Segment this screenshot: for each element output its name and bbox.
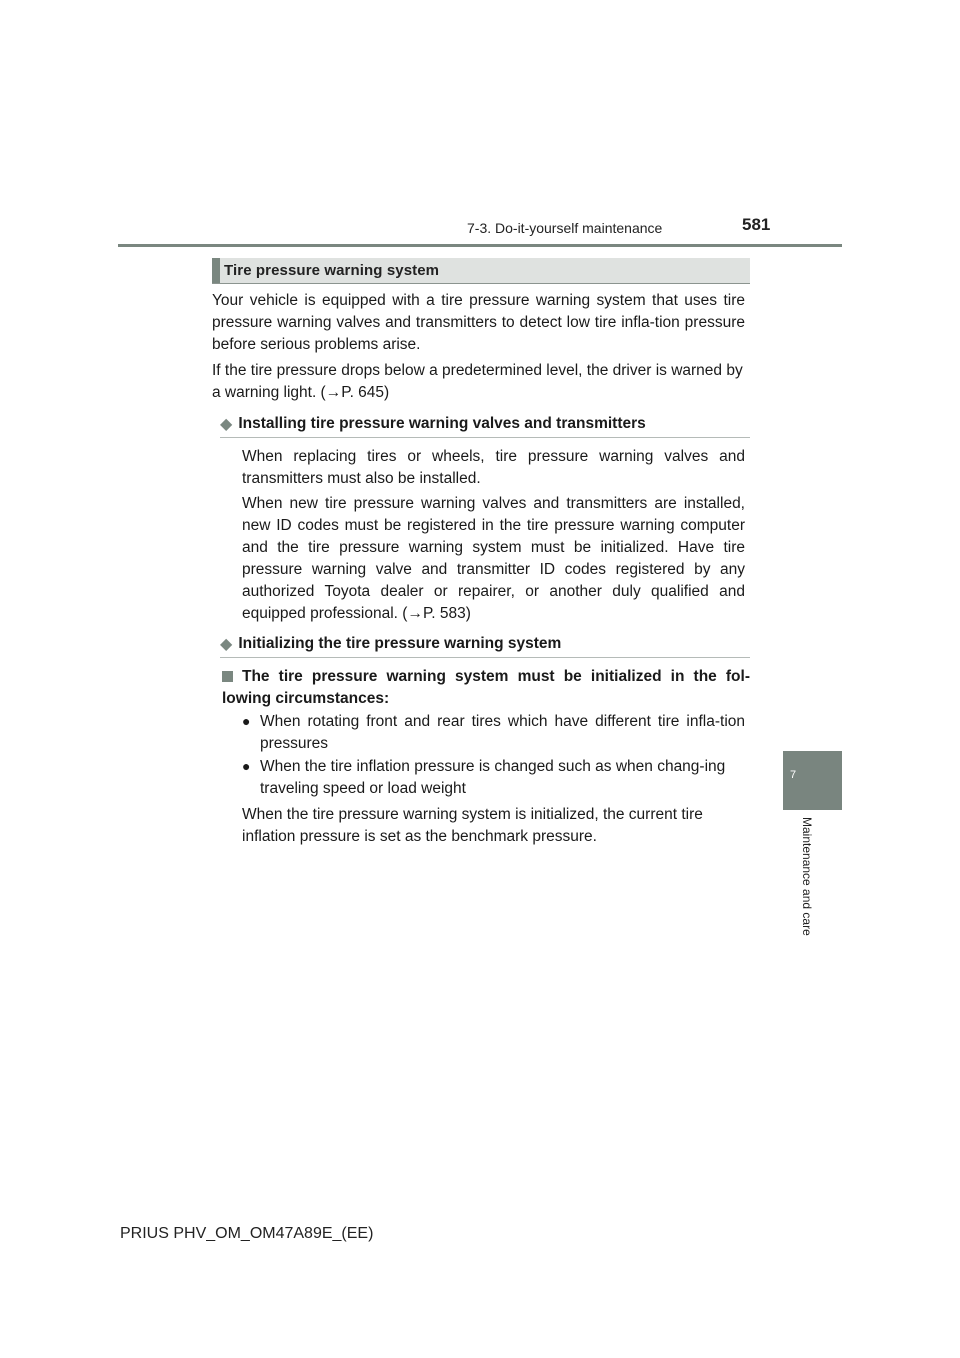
bullet-item-2: When the tire inflation pressure is changed such as when chang-ing traveling speed or load weight	[260, 758, 726, 797]
block-heading-text: The tire pressure warning system must be initialized in the fol-lowing circumstances:	[222, 668, 750, 707]
document-id: PRIUS PHV_OM_OM47A89E_(EE)	[120, 1225, 374, 1242]
subheading-installing-rule	[220, 437, 750, 438]
diamond-bullet-icon: ◆	[220, 636, 233, 653]
closing-paragraph: When the tire pressure warning system is initialized, the current tire inflation pressure is set as the benchmark pressure.	[242, 806, 703, 845]
subheading-initializing-text: Initializing the tire pressure warning system	[238, 635, 562, 652]
intro-paragraph-1: Your vehicle is equipped with a tire pressure warning system that uses tire pressure warning valves and transmitters to detect low tire infla-tion pressure before serious problems arise.	[212, 292, 745, 353]
section-title: Tire pressure warning system	[224, 262, 440, 279]
header-rule	[118, 244, 842, 247]
section-heading-underline	[212, 283, 750, 284]
section-path: 7-3. Do-it-yourself maintenance	[467, 220, 663, 236]
diamond-bullet-icon: ◆	[220, 416, 233, 433]
subheading-installing	[220, 414, 646, 434]
subheading-installing-text: Installing tire pressure warning valves and transmitters	[238, 415, 646, 432]
block-heading	[222, 666, 750, 710]
subheading-initializing	[220, 634, 561, 654]
subheading-initializing-rule	[220, 657, 750, 658]
installing-paragraph-1: When replacing tires or wheels, tire pressure warning valves and transmitters must also be installed.	[242, 448, 745, 487]
chapter-title: Maintenance and care	[800, 817, 814, 936]
bullet-item-1: When rotating front and rear tires which have different tire infla-tion pressures	[260, 713, 745, 752]
chapter-number: 7	[790, 769, 797, 781]
bullet-dot-icon: ●	[242, 713, 251, 729]
installing-paragraph-2: When new tire pressure warning valves and transmitters are installed, new ID codes must be registered in the tire pressure warning computer and the tire pressure warning system must be initialized. Have tire pressure warning valve and transmitter ID codes registered by any authorized Toyota dealer or repairer, or another duly qualified and equipped professional. (→P. 583)	[242, 495, 745, 622]
bullet-dot-icon: ●	[242, 758, 251, 774]
page-number: 581	[742, 215, 771, 234]
intro-paragraph-2: If the tire pressure drops below a predetermined level, the driver is warned by a warning light. (→P. 645)	[212, 362, 743, 401]
